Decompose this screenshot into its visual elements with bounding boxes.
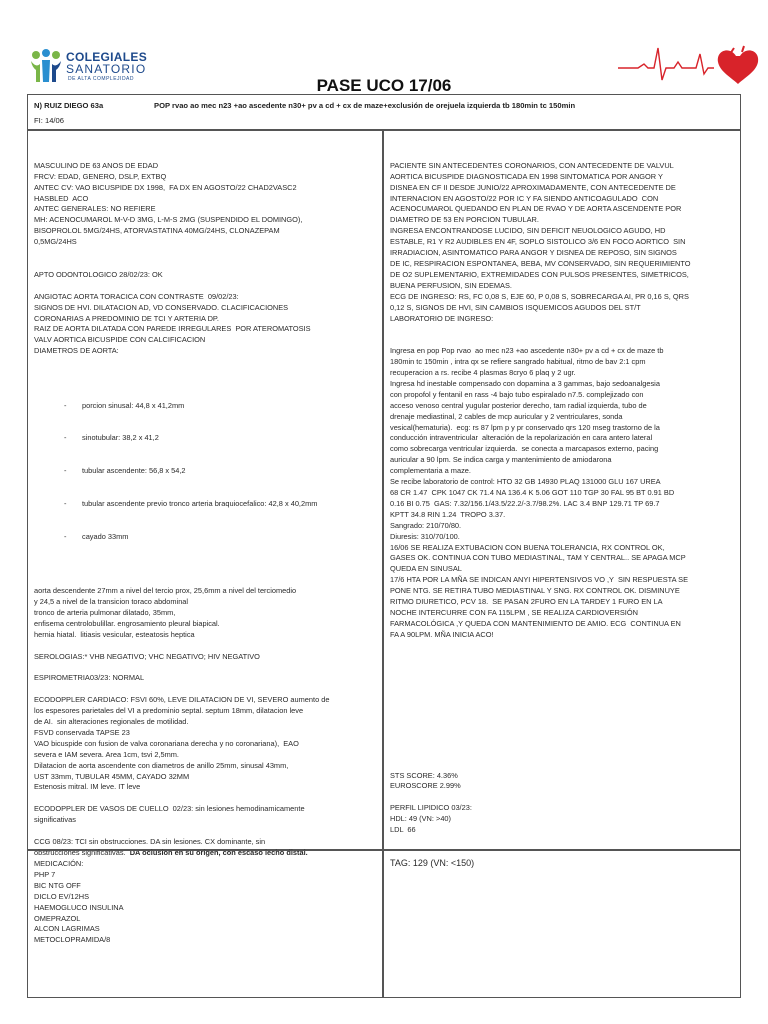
aorta-diameters-list bbox=[34, 379, 376, 564]
list-item: - cayado 33mm bbox=[34, 532, 376, 543]
list-item: - tubular ascendente: 56,8 x 54,2 bbox=[34, 466, 376, 477]
page-title: PASE UCO 17/06 bbox=[316, 76, 452, 95]
medication-list: MEDICACIÓN: PHP 7 BIC NTG OFF DICLO EV/12HS HAEMOGLUCO INSULINA OMEPRAZOL ALCON LAGRIMAS METOCLOPRAMIDA/8 bbox=[34, 859, 124, 945]
logo-text-sanatorio: SANATORIO bbox=[66, 62, 147, 76]
right-content bbox=[390, 139, 734, 890]
right-history: PACIENTE SIN ANTECEDENTES CORONARIOS, CON ANTECEDENTE DE VALVUL AORTICA BICUSPIDE DIAGNOSTICADA EN 1998 SINTOMATICA POR ANGOR Y DISNEA EN CF II DESDE JUNIO/22 APROXIMADAMENTE, CON ANTECEDENTE DE INTERNACION EN AGOSTO/22 POR IC Y FA SIENDO ANTICOAGULADO CON ACENOCUMAROL QUEDANDO EN PLAN DE RVAO Y DE AORTA ASCENDENTE POR DIAMETRO DE 53 EN PORCION TUBULAR. INGRESA ENCONTRANDOSE LUCIDO, SIN DEFICIT NEUOLOGICO AGUDO, HD ESTABLE, R1 Y R2 AUDIBLES EN 4F, SOPLO SISTOLICO 3/6 EN FOCO AORTICO SIN IRRADIACION, ASINTOMATICO PARA ANGOR Y DISNEA DE REPOSO, SIN SIGNOS DE IC, RESPIRACION ESPONTANEA, BEBA, MV CONSERVADO, SIN REQUERIMIENTO DE O2 SUPLEMENTARIO, EXTREMIDADES CON PULSOS PRESENTES, SIMETRICOS, BUENA PERFUSION, SIN EDEMAS. ECG DE INGRESO: RS, FC 0,08 S, EJE 60, P 0,08 S, SOBRECARGA AI, PR 0,16 S, QRS 0,12 S, SIGNOS DE HVI, SIN CAMBIOS ISQUEMICOS AGUDOS DEL ST/T LABORATORIO DE INGRESO: Ingresa en pop Pop rvao ao mec n23 +ao ascedente n30+ pv a cd + cx de maze tb 180min tc 150min , intra qx se refiere sangrado habitual, ritmo de bav 2:1 cpm recuperacion a rs. recibe 4 plasmas 8cryo 6 plaq y 2 ugr. Ingresa hd inestable compensado con dopamina a 3 gammas, bajo sedoanalgesia con propofol y fentanil en rass -4 bajo tubo espiralado n7.5. complejizado con acceso venoso central yugular posterior derecho, tam radial izquierda, tubo de drenaje mediastinal, 2 cables de mcp auricular y 2 ventriculares, sonda vesical(hematuria). ecg: rs 87 lpm p y pr conservado qrs 120 mseg trastorno de la conducción intraventricular alteración de la repolarización en cara antero lateral como sobrecarga ventricular izquierda. se conecta a marcapasos externo, pacing auricular a 90 lpm. Se indica carga y mantenimiento de amiodarona complementaria a maze. Se recibe laboratorio de control: HTO 32 GB 14930 PLAQ 131000 GLU 167 UREA 68 CR 1.47 CPK 1047 CK 71.4 NA 136.4 K 5.06 GOT 110 TGP 30 FAL 95 BT 0.91 BD 0.16 BI 0.75 GAS: 7.32/156.1/43.5/22.2/-3.7/98.2%. LAC 3.4 BNP 129.71 TP 69.7 KPTT 34.8 RIN 1.24 TROPO 3.37. Sangrado: 210/70/80. Diuresis: 310/70/100. 16/06 SE REALIZA EXTUBACION CON BUENA TOLERANCIA, RX CONTROL OK, GASES OK. CONTINUA CON TUBO MEDIASTINAL, TAM Y CENTRAL.. SE APAGA MCP QUEDA EN SINUSAL 17/6 HTA POR LA MÑA SE INDICAN ANYI HIPERTENSIVOS VO ,Y SIN RESPUESTA SE PONE NTG. SE RETIRA TUBO MEDIASTINAL Y SNG. RX CONTROL OK. DISMINUYE RITMO DIURETICO, PCV 18. SE PASAN 2FURO EN LA TARDEY 1 FURO EN LA NOCHE INTERCURRE CON FA 115LPM , SE REALIZA CARDIOVERSIÓN FARMACOLÓGICA ,Y QUEDA CON MANTENIMIENTO DE AMIO. ECG CONTINUA EN FA A 90LPM. MÑA INICIA ACO! bbox=[390, 160, 691, 639]
list-item: - tubular ascendente previo tronco arteria braquiocefalico: 42,8 x 40,2mm bbox=[34, 499, 376, 510]
patient-line bbox=[34, 101, 575, 110]
logo-text-subtitle: DE ALTA COMPLEJIDAD bbox=[68, 76, 134, 82]
patient-procedure: POP rvao ao mec n23 +ao ascedente n30+ pv a cd + cx de maze+exclusión de orejuela izquierda tb 180min tc 150min bbox=[154, 101, 576, 110]
patient-name: N) RUIZ DIEGO 63a bbox=[34, 101, 104, 110]
left-intro: MASCULINO DE 63 ANOS DE EDAD FRCV: EDAD, GENERO, DSLP, EXTBQ ANTEC CV: VAO BICUSPIDE DX 1998, FA DX EN AGOSTO/22 CHAD2VASC2 HASBLED ACO ANTEC GENERALES: NO REFIERE MH: ACENOCUMAROL M-V-D 3MG, L-M-S 2MG (SUSPENDIDO EL DOMINGO), BISOPROLOL 5MG/24HS, ATORVASTATINA 40MG/24HS, CLONAZEPAM 0,5MG/24HS APTO ODONTOLOGICO 28/02/23: OK ANGIOTAC AORTA TORACICA CON CONTRASTE 09/02/23: SIGNOS DE HVI. DILATACION AD, VD CONSERVADO. CLACIFICACIONES CORONARIAS A PREDOMINIO DE TCI Y ARTERIA DP. RAIZ DE AORTA DILATADA CON PAREDE IRREGULARES POR ATEROMATOSIS VALV AORTICA BICUSPIDE CON CALCIFICACION DIAMETROS DE AORTA: bbox=[34, 160, 311, 356]
left-studies bbox=[34, 586, 376, 859]
evolution-right-column bbox=[383, 130, 741, 868]
logo-text-colegiales: COLEGIALES bbox=[66, 50, 148, 64]
history-left-column bbox=[27, 130, 383, 857]
right-scores: STS SCORE: 4.36% EUROSCORE 2.99% PERFIL LIPIDICO 03/23: HDL: 49 (VN: >40) LDL 66 bbox=[390, 770, 472, 835]
list-item: - sinotubular: 38,2 x 41,2 bbox=[34, 433, 376, 444]
medication-box bbox=[27, 847, 383, 998]
empty-notes-box bbox=[383, 850, 741, 998]
patient-header-box bbox=[27, 94, 741, 130]
right-tag: TAG: 129 (VN: <150) bbox=[390, 857, 475, 868]
ccg-bold-text: DA oclusion en su origen, con escaso lecho distal. bbox=[129, 847, 308, 857]
patient-fi: FI: 14/06 bbox=[34, 116, 64, 125]
left-studies-text: aorta descendente 27mm a nivel del tercio prox, 25,6mm a nivel del terciomedio y 24,5 a nivel de la transicion toraco abdominal tronco de arteria pulmonar dilatado, 35mm, enfisema centrolobulillar. engrosamiento pleural biapical. hernia hiatal. litiasis vesicular, esteatosis heptica SEROLOGIAS:* VHB NEGATIVO; VHC NEGATIVO; HIV NEGATIVO ESPIROMETRIA03/23: NORMAL ECODOPPLER CARDIACO: FSVI 60%, LEVE DILATACION DE VI, SEVERO aumento de los espesores parietales del VI a predominio septal. septum 18mm, dilatacion leve de AI. sin alteraciones regionales de motilidad. FSVD conservada TAPSE 23 VAO bicuspide con fusion de valva coronariana derecha y no coronariana), EAO severa e IAM severa. Area 1cm, tsvi 2,5mm. Dilatacion de aorta ascendente con diametros de anillo 25mm, sinusal 43mm, UST 33mm, TUBULAR 45MM, CAYADO 32MM Estenosis mitral. IM leve. IT leve ECODOPPLER DE VASOS DE CUELLO 02/23: sin lesiones hemodinamicamente significativas CCG 08/23: TCI sin obstrucciones. DA sin lesiones. CX dominante, sin obstrucciones significativas. bbox=[34, 586, 330, 857]
list-item: - porcion sinusal: 44,8 x 41,2mm bbox=[34, 401, 376, 412]
left-content bbox=[34, 139, 376, 881]
